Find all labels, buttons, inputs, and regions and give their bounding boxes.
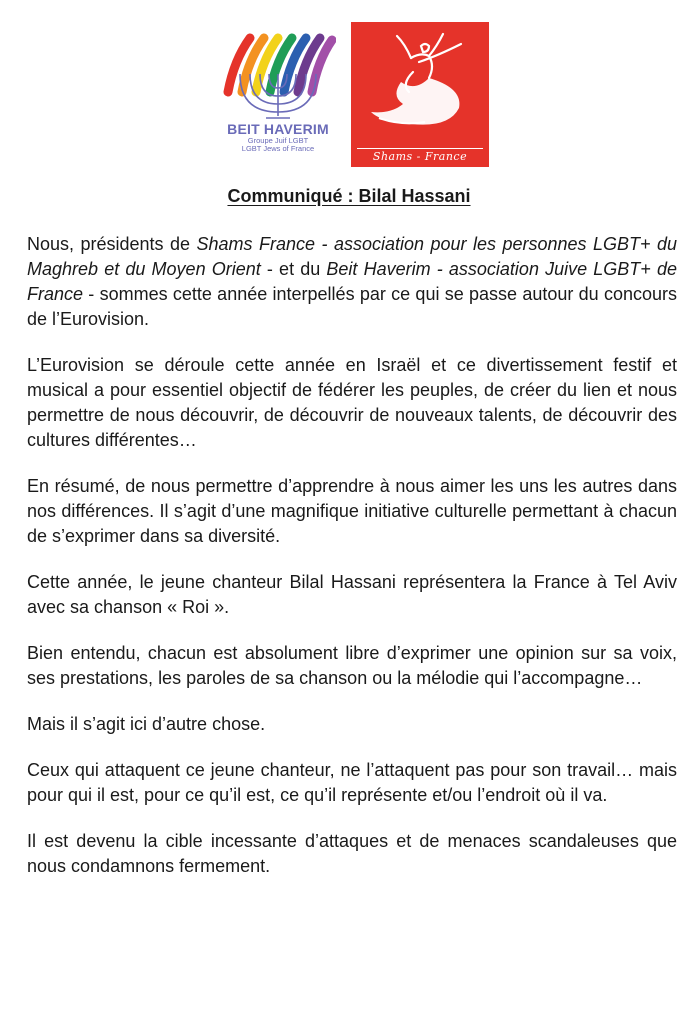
shams-france-logo — [351, 22, 489, 167]
menorah-rainbow-icon — [220, 30, 336, 122]
paragraph-1-text-b: - et du — [260, 259, 327, 279]
paragraph-7: Ceux qui attaquent ce jeune chanteur, ne l’attaquent pas pour son travail… mais pour qui il est, pour ce qu’il est, ce qu’il représente et/ou l’endroit où il va. — [27, 760, 677, 805]
header-logos — [0, 0, 698, 172]
dancer-icon — [351, 22, 489, 142]
shams-label: Shams - France — [372, 150, 468, 163]
paragraph-1-text-a: Nous, présidents de — [27, 234, 197, 254]
document-body — [27, 232, 677, 900]
paragraph-1-shams-name: Shams France - association pour les personnes LGBT+ du Maghreb et du Moyen Orient — [27, 234, 677, 279]
paragraph-8: Il est devenu la cible incessante d’attaques et de menaces scandaleuses que nous condamnons fermement. — [27, 831, 677, 876]
paragraph-6: Mais il s’agit ici d’autre chose. — [27, 714, 266, 734]
paragraph-5: Bien entendu, chacun est absolument libre d’exprimer une opinion sur sa voix, ses prestations, les paroles de sa chanson ou la mélodie qui l’accompagne… — [27, 643, 677, 688]
paragraph-1 — [27, 232, 677, 332]
paragraph-3: En résumé, de nous permettre d’apprendre à nous aimer les uns les autres dans nos différences. Il s’agit d’une magnifique initiative culturelle permettant à chacun de s’exprimer dans sa diversité. — [27, 476, 677, 546]
page-title: Communiqué : Bilal Hassani — [227, 186, 471, 206]
shams-divider — [357, 148, 483, 149]
paragraph-2: L’Eurovision se déroule cette année en Israël et ce divertissement festif et musical a pour essentiel objectif de fédérer les peuples, de créer du lien et nous permettre de nous découvrir, de découvrir de nouveaux talents, de découvrir des cultures différentes… — [27, 355, 677, 450]
paragraph-1-text-c: - sommes cette année interpellés par ce qui se passe autour du concours de l’Eurovision. — [27, 284, 677, 329]
beit-haverim-line2: LGBT Jews of France — [241, 143, 315, 153]
beit-haverim-line1: Groupe Juif LGBT — [247, 135, 309, 145]
paragraph-1-beit-name: Beit Haverim - association Juive LGBT+ de France — [27, 259, 677, 304]
paragraph-4: Cette année, le jeune chanteur Bilal Hassani représentera la France à Tel Aviv avec sa chanson « Roi ». — [27, 572, 677, 617]
beit-haverim-logo — [220, 30, 336, 162]
beit-haverim-name: BEIT HAVERIM — [227, 121, 329, 137]
beit-haverim-text — [220, 122, 336, 152]
